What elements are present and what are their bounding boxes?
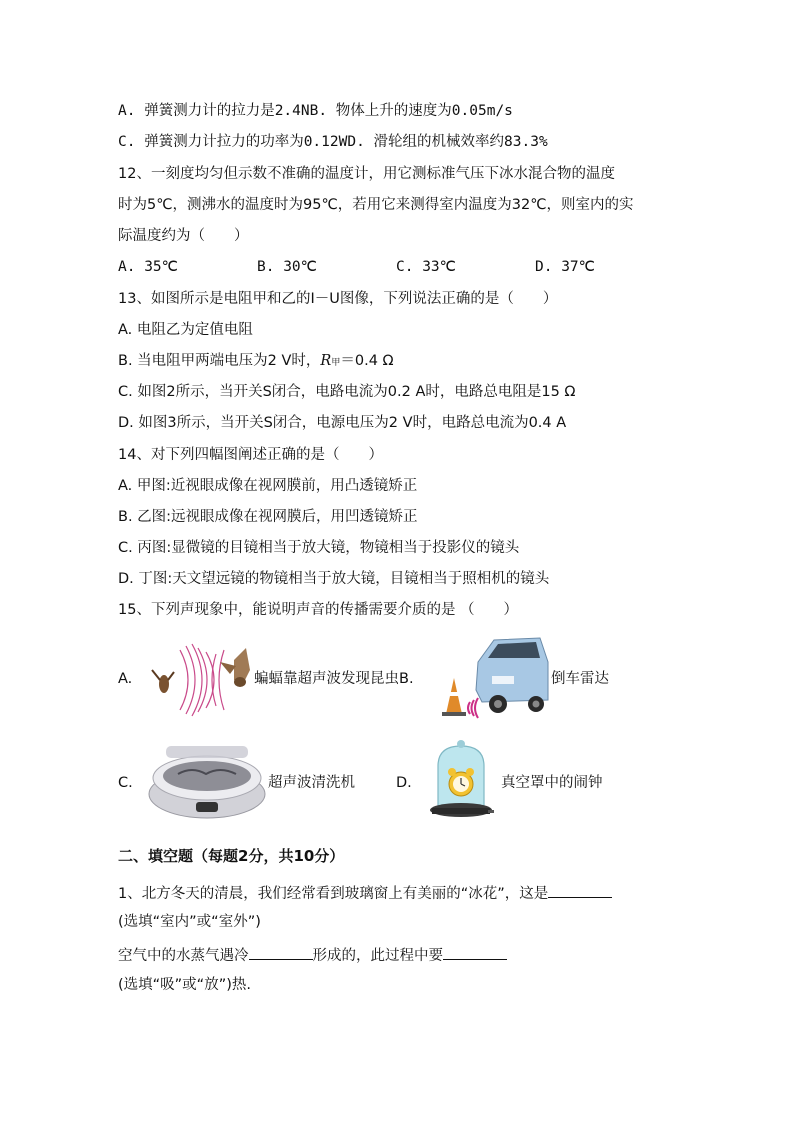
answer-blank-3[interactable] [443,944,507,960]
q13-option-c: C. 如图2所示，当开关S闭合，电路电流为0.2 A时，电路总电阻是15 Ω [118,384,576,400]
bell-jar-alarm-clock-image [428,738,494,824]
q12-option-b: B. 30℃ [257,259,317,275]
fill-q1-text3b: 形成的，此过程中要 [312,948,443,964]
insect-icon [152,670,174,693]
ultrasonic-wave-arcs [180,644,224,716]
q11-option-cd: C. 弹簧测力计拉力的功率为0.12WD. 滑轮组的机械效率约83.3% [118,134,548,150]
fill-q1-text3a: 空气中的水蒸气遇冷 [118,948,249,964]
q12-option-c: C. 33℃ [396,259,456,275]
q13-resistance-subscript: 甲 [331,358,341,368]
q15-option-d-label: D. [396,775,412,791]
q13-option-b [118,351,394,373]
q13-option-b-suffix: ＝0.4 Ω [340,353,394,369]
q12-stem-line2: 时为5℃，测沸水的温度时为95℃，若用它来测得室内温度为32℃，则室内的实 [118,197,634,213]
q12-option-a: A. 35℃ [118,259,178,275]
bat-insect-image [150,640,254,720]
section-heading: 二、填空题（每题2分，共10分） [118,847,345,865]
answer-blank-1[interactable] [548,882,612,898]
q13-resistance-symbol: R [320,353,332,369]
q15-stem: 15、下列声现象中，能说明声音的传播需要介质的是 （ ） [118,602,519,618]
fill-q1-line4: (选填“吸”或“放”)热. [118,977,251,993]
q11-option-ab: A. 弹簧测力计的拉力是2.4NB. 物体上升的速度为0.05m/s [118,103,513,119]
radar-wave-icon [468,698,478,718]
q13-option-d: D. 如图3所示，当开关S闭合，电源电压为2 V时，电路总电流为0.4 A [118,415,567,431]
bat-icon [220,648,250,687]
q15-option-c-text: 超声波清洗机 [268,775,355,791]
car-radar-image [436,632,552,720]
q14-option-b: B. 乙图:远视眼成像在视网膜后，用凹透镜矫正 [118,509,418,525]
answer-blank-2[interactable] [249,944,313,960]
q15-option-a-text: 蝙蝠靠超声波发现昆虫B. [254,671,414,687]
car-icon [476,638,548,713]
q15-option-b-text: 倒车雷达 [551,671,609,687]
q12-stem-line1: 12、一刻度均匀但示数不准确的温度计，用它测标准气压下冰水混合物的温度 [118,166,615,182]
q12-option-d: D. 37℃ [535,259,595,275]
q15-option-c-label: C. [118,775,133,791]
fill-q1-line2: (选填“室内”或“室外”) [118,914,261,930]
q15-option-a-label: A. [118,671,133,687]
fill-q1-line1 [118,882,612,904]
q14-option-d: D. 丁图:天文望远镜的物镜相当于放大镜，目镜相当于照相机的镜头 [118,571,550,587]
ultrasonic-cleaner-image [146,742,268,820]
traffic-cone-icon [442,678,466,716]
q14-option-a: A. 甲图:近视眼成像在视网膜前，用凸透镜矫正 [118,478,418,494]
q13-stem: 13、如图所示是电阻甲和乙的I－U图像，下列说法正确的是（ ） [118,291,558,307]
alarm-clock-icon [448,768,474,796]
q14-stem: 14、对下列四幅图阐述正确的是（ ） [118,447,383,463]
q14-option-c: C. 丙图:显微镜的目镜相当于放大镜，物镜相当于投影仪的镜头 [118,540,520,556]
q13-option-b-prefix: B. 当电阻甲两端电压为2 V时， [118,353,321,369]
q15-option-d-text: 真空罩中的闹钟 [501,775,603,791]
fill-q1-text1: 1、北方冬天的清晨，我们经常看到玻璃窗上有美丽的“冰花”，这是 [118,886,549,902]
ultrasonic-cleaner-icon [149,746,265,818]
fill-q1-line3 [118,944,507,966]
q12-stem-line3: 际温度约为（ ） [118,228,249,244]
q13-option-a: A. 电阻乙为定值电阻 [118,322,253,338]
